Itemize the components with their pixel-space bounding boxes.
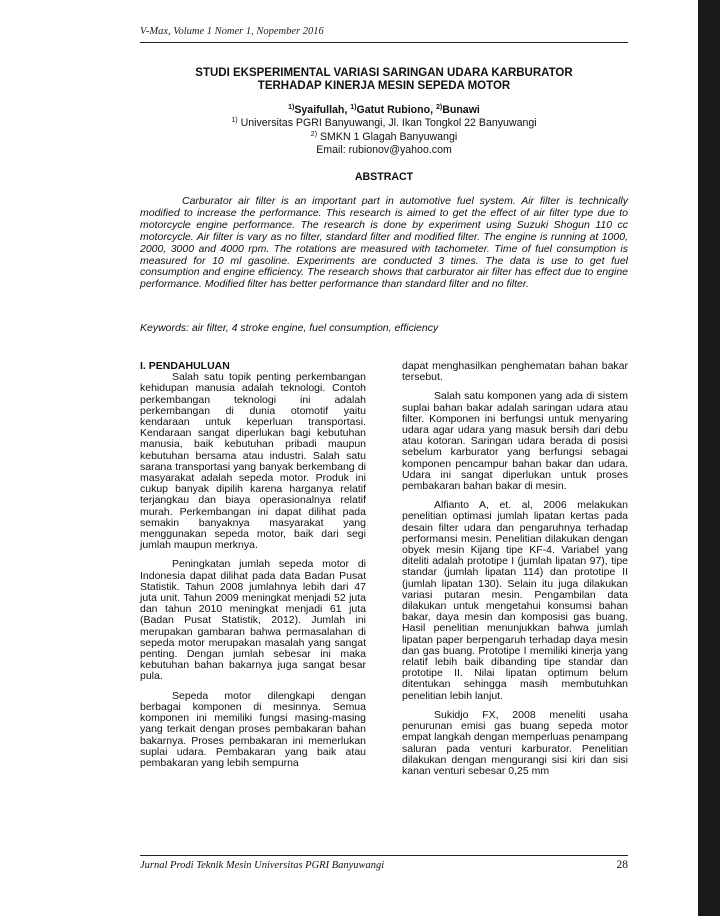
author-block bbox=[140, 104, 628, 157]
paragraph: Salah satu komponen yang ada di sistem suplai bahan bakar adalah saringan udara atau filter. Komponen ini berfungsi untuk menyaring udara agar udara yang masuk bersih dari debu atau kotoran. Saringan udara berada di posisi sebelum karburator yang berfungsi sebagai komponen pencampur bahan bakar dan udara. Udara ini sangat diperlukan untuk proses pembakaran bahan bakar di mesin. bbox=[402, 390, 628, 493]
affiliation-1-mark: 1) bbox=[231, 117, 238, 125]
paper-title bbox=[140, 67, 628, 93]
author-3: Bunawi bbox=[442, 104, 480, 116]
author-1: Syaifullah, bbox=[294, 104, 348, 116]
affiliation-2-mark: 2) bbox=[310, 130, 318, 138]
author-3-affiliation-mark: 2) bbox=[435, 104, 443, 111]
paragraph: Sepeda motor dilengkapi dengan berbagai komponen di mesinnya. Semua komponen ini memiliki fungsi masing-masing yang terkait dengan proses pembakaran bahan bakarnya. Proses pembakaran ini memerlukan suplai udara. Pembakaran yang baik atau pembakaran yang lebih sempurna bbox=[140, 689, 366, 769]
page-number: 28 bbox=[616, 859, 628, 871]
title-line-1: STUDI EKSPERIMENTAL VARIASI SARINGAN UDARA KARBURATOR bbox=[195, 67, 573, 79]
abstract-text: Carburator air filter is an important part in automotive fuel system. Air filter is technically modified to increase the performance. This research is aimed to get the effect of air filter type due to motorcycle engine performance. The research is done by experiment using Suzuki Shogun 110 cc motorcycle. Air filter is vary as no filter, standard filter and modified filter. The engine is running at 1000, 2000, 3000 and 4000 rpm. The rotations are measured with tachometer. Time of fuel consumption is measured for 10 ml gasoline. Experiments are conducted 3 times. The data is use to get fuel consumption and engine efficiency. The research shows that carburator air filter has effect due to engine performance. Modified filter has better performance than standard filter and no filter. bbox=[140, 195, 628, 291]
left-column bbox=[140, 361, 366, 777]
affiliation-1-text: Universitas PGRI Banyuwangi, Jl. Ikan Tongkol 22 Banyuwangi bbox=[240, 117, 537, 130]
paragraph: Sukidjo FX, 2008 meneliti usaha penurunan emisi gas buang sepeda motor empat langkah dengan memperluas penampang saluran pada venturi karburator. Penelitian dilakukan dengan mengurangi sisi kiri dan sisi kanan venturi sebesar 0,25 mm bbox=[402, 708, 628, 777]
title-line-2: TERHADAP KINERJA MESIN SEPEDA MOTOR bbox=[257, 80, 511, 92]
right-column bbox=[402, 361, 628, 785]
paragraph-continued: dapat menghasilkan penghematan bahan bakar tersebut. bbox=[402, 360, 628, 384]
author-2-affiliation-mark: 1) bbox=[350, 104, 357, 111]
author-names bbox=[140, 104, 628, 117]
author-email: Email: rubionov@yahoo.com bbox=[316, 143, 452, 156]
affiliation-2-text: SMKN 1 Glagah Banyuwangi bbox=[319, 130, 458, 143]
running-footer: Jurnal Prodi Teknik Mesin Universitas PGRI Banyuwangi bbox=[140, 860, 385, 871]
affiliation-1 bbox=[140, 117, 628, 130]
author-2: Gatut Rubiono, bbox=[356, 104, 434, 116]
paragraph: Peningkatan jumlah sepeda motor di Indonesia dapat dilihat pada data Badan Pusat Statistik. Tahun 2008 jumlahnya lebih dari 47 juta unit. Tahun 2009 meningkat menjadi 52 juta dan tahun 2010 meningkat menjadi 61 juta (Badan Pusat Statistik, 2012). Jumlah ini merupakan gambaran bahwa permasalahan di sepeda motor merupakan masalah yang sangat penting. Dengan jumlah sebesar ini maka kebutuhan bahan bakarnya juga sangat besar pula. bbox=[140, 558, 366, 683]
keywords: Keywords: air filter, 4 stroke engine, fuel consumption, efficiency bbox=[140, 322, 439, 334]
affiliation-2 bbox=[140, 131, 628, 144]
running-header: V-Max, Volume 1 Nomer 1, Nopember 2016 bbox=[140, 26, 324, 37]
author-1-affiliation-mark: 1) bbox=[288, 104, 295, 111]
abstract-heading: ABSTRACT bbox=[354, 171, 414, 183]
paragraph: Alfianto A, et. al, 2006 melakukan penelitian optimasi jumlah lipatan kertas pada desain filter udara dan pengaruhnya terhadap performansi mesin. Penelitian dilakukan dengan obyek mesin Kijang tipe KF-4. Variabel yang diteliti adalah prototipe I (jumlah lipatan 97), tipe standar (jumlah lipatan 114) dan prototipe II (jumlah lipatan 130). Selain itu juga dilakukan variasi putaran mesin. Pengambilan data dilakukan untuk mengetahui konsumsi bahan bakar, daya mesin dan komposisi gas buang. Hasil penelitian menunjukkan bahwa jumlah lipatan paper berpengaruh terhadap daya mesin dan gas buang. Prototipe I memiliki kinerja yang relatif lebih baik dibanding tipe standar dan prototipe II. Nilai lipatan optimum belum ditentukan sehingga masih membutuhkan penelitian lebih lanjut. bbox=[402, 499, 628, 702]
section-heading-introduction: I. PENDAHULUAN bbox=[140, 360, 230, 372]
header-rule bbox=[140, 42, 628, 43]
paragraph: Salah satu topik penting perkembangan kehidupan manusia adalah teknologi. Contoh perkembangan teknologi ini adalah perkembangan di dunia otomotif yaitu kendaraan untuk keperluan transportasi. Kendaraan sangat diperlukan bagi kebutuhan manusia, baik kebutuhan pribadi maupun kebutuhan bersama atau industri. Salah satu sarana transportasi yang banyak berkembang di masyarakat adalah sepeda motor. Produk ini cukup banyak dipilih karena harganya relatif terjangkau dan biaya operasionalnya relatif murah. Perkembangan ini dapat dilihat pada semakin banyaknya masyarakat yang menggunakan sepeda motor, baik dari segi jumlah maupun merknya. bbox=[140, 371, 366, 552]
footer-rule bbox=[140, 855, 628, 856]
